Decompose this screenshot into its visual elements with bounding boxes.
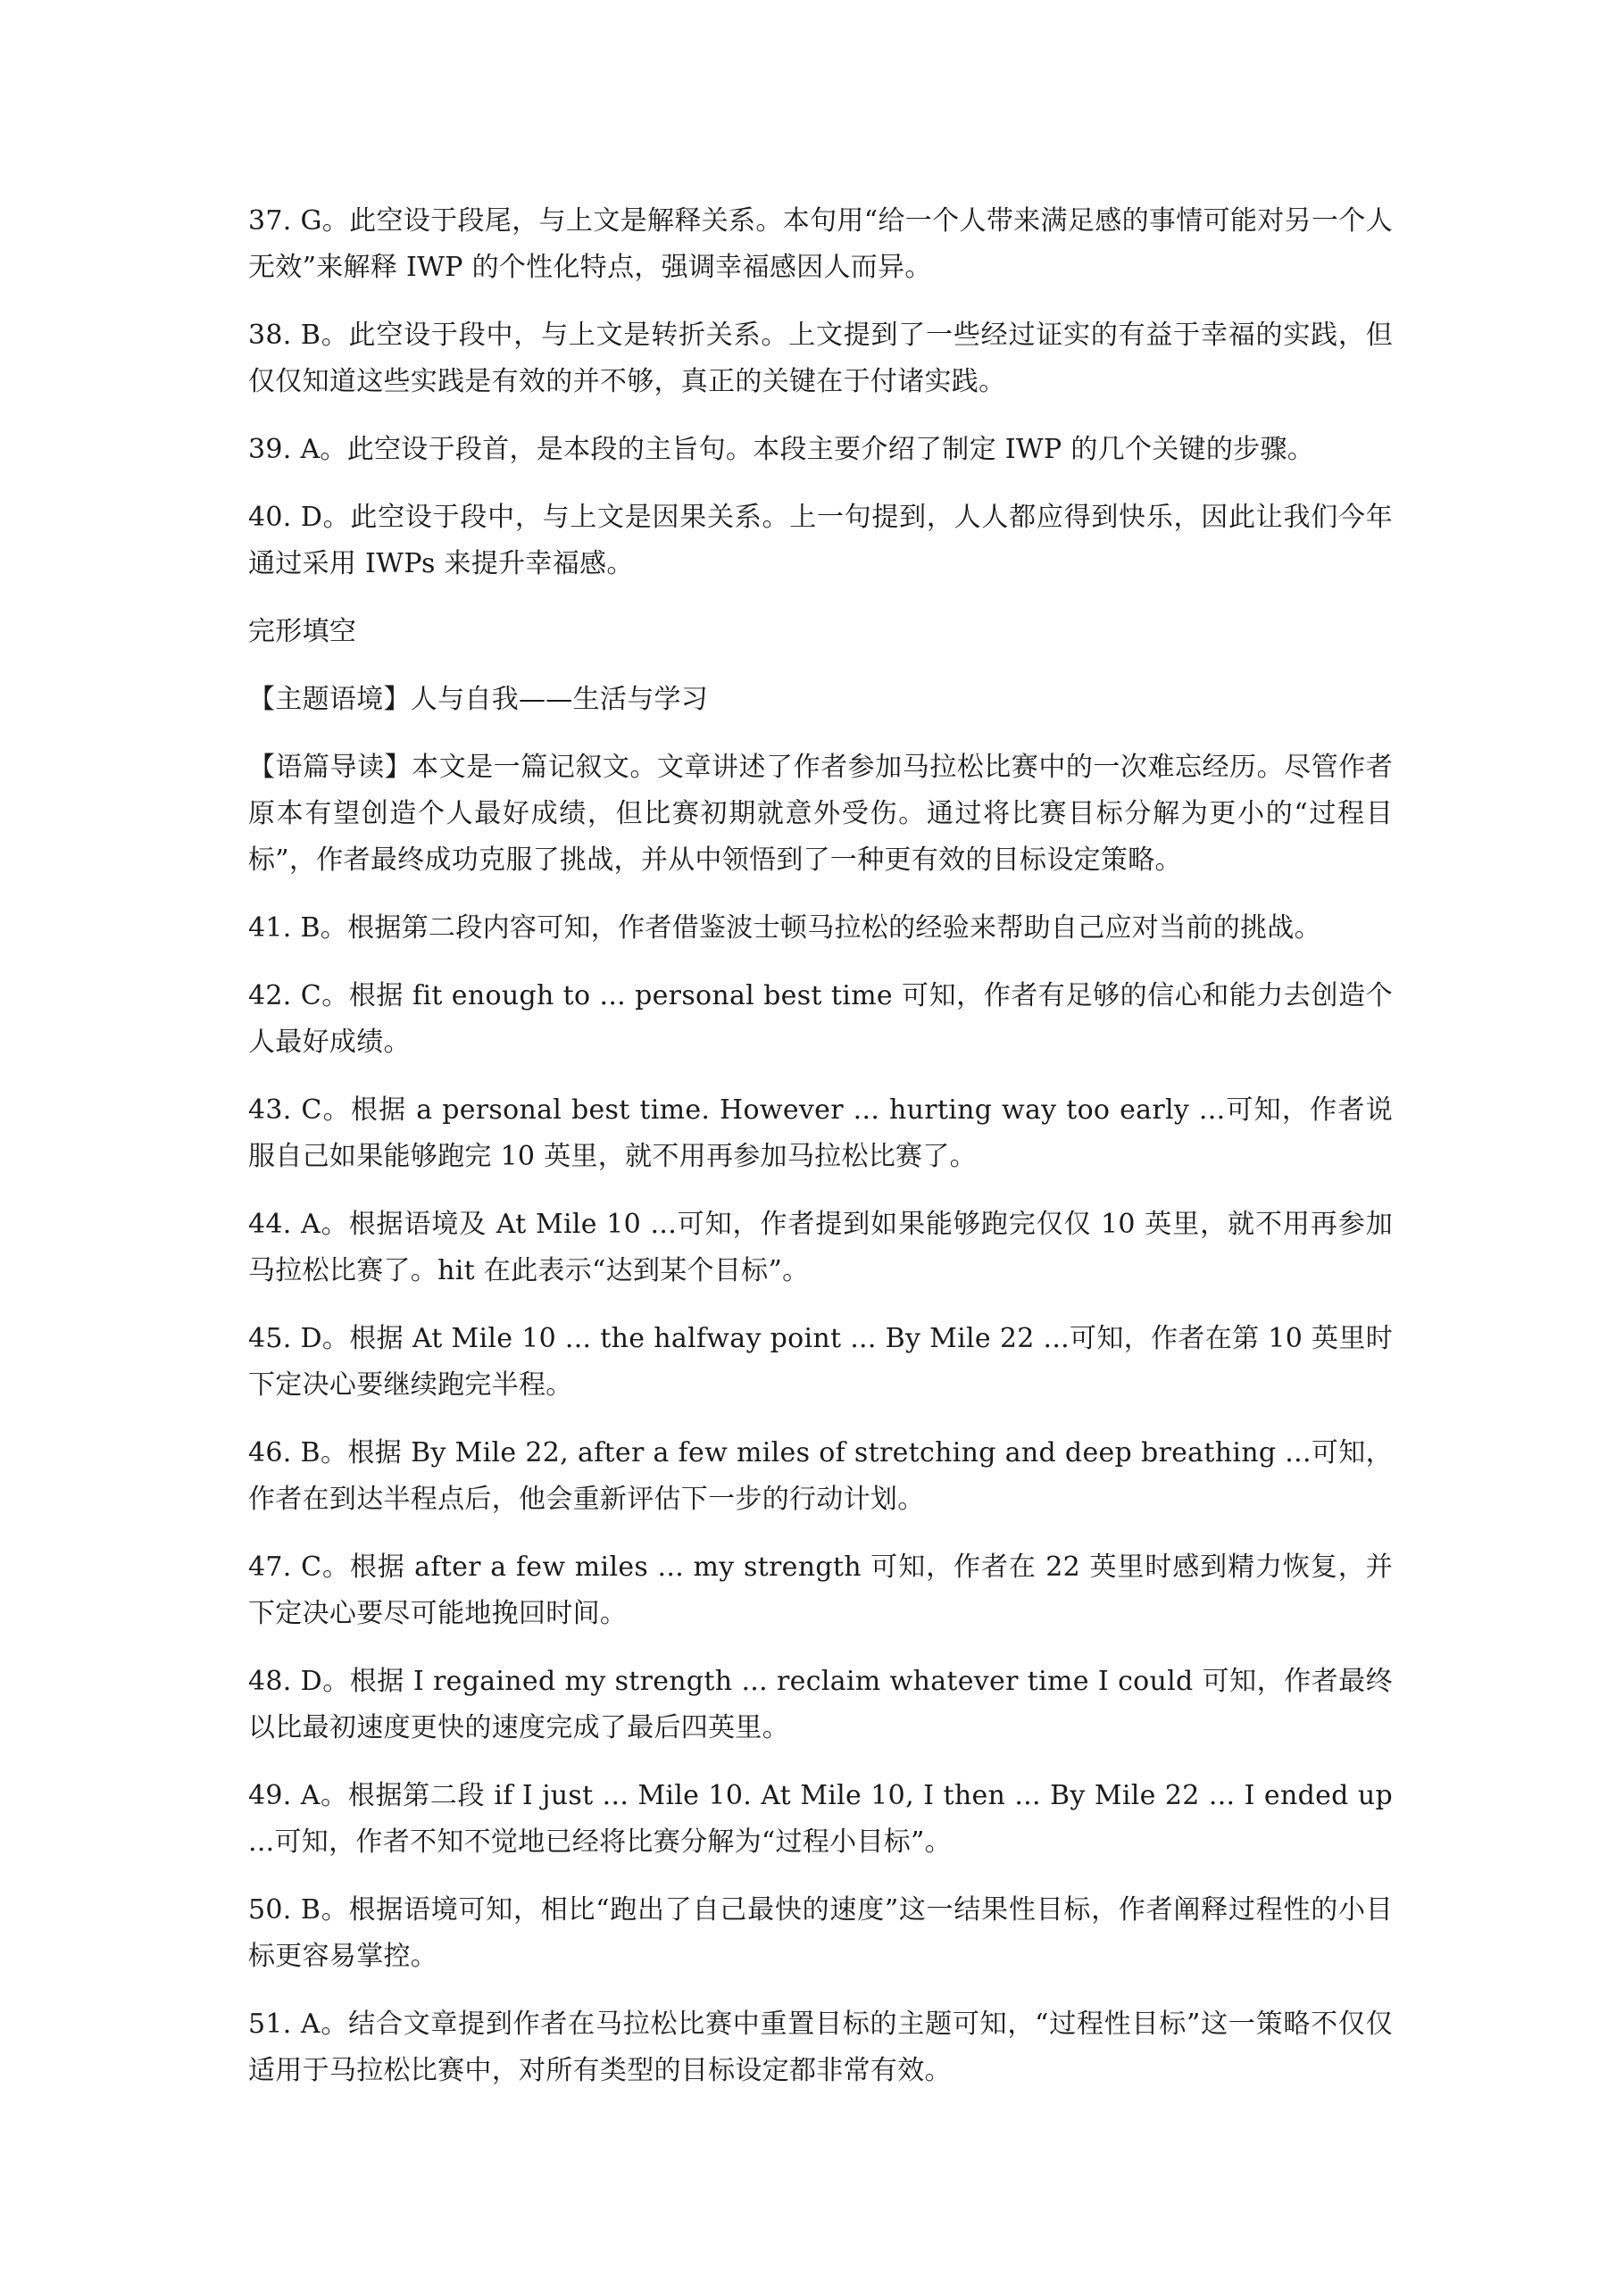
answer-38: 38. B。此空设于段中，与上文是转折关系。上文提到了一些经过证实的有益于幸福的实践，但仅仅知道这些实践是有效的并不够，真正的关键在于付诸实践。 <box>248 320 1393 397</box>
answer-43: 43. C。根据 a personal best time. However ... hurting way too early ...可知，作者说服自己如果能够跑完 10 英里，就不用再参加马拉松比赛了。 <box>248 1094 1393 1172</box>
passage-guide: 【语篇导读】本文是一篇记叙文。文章讲述了作者参加马拉松比赛中的一次难忘经历。尽管作者原本有望创造个人最好成绩，但比赛初期就意外受伤。通过将比赛目标分解为更小的“过程目标”，作者最终成功克服了挑战，并从中领悟到了一种更有效的目标设定策略。 <box>248 752 1393 876</box>
answer-40: 40. D。此空设于段中，与上文是因果关系。上一句提到，人人都应得到快乐，因此让我们今年通过采用 IWPs 来提升幸福感。 <box>248 502 1393 579</box>
answer-49: 49. A。根据第二段 if I just ... Mile 10. At Mile 10, I then ... By Mile 22 ... I ended up ...可知，作者不知不觉地已经将比赛分解为“过程小目标”。 <box>248 1780 1393 1858</box>
theme-context: 【主题语境】人与自我——生活与学习 <box>248 684 709 715</box>
answer-46: 46. B。根据 By Mile 22, after a few miles of stretching and deep breathing ...可知，作者在到达半程点后，他会重新评估下一步的行动计划。 <box>248 1437 1393 1515</box>
answer-41: 41. B。根据第二段内容可知，作者借鉴波士顿马拉松的经验来帮助自己应对当前的挑战。 <box>248 912 1321 944</box>
answer-45: 45. D。根据 At Mile 10 ... the halfway point ... By Mile 22 ...可知，作者在第 10 英里时下定决心要继续跑完半程。 <box>248 1323 1393 1401</box>
answer-37: 37. G。此空设于段尾，与上文是解释关系。本句用“给一个人带来满足感的事情可能对另一个人无效”来解释 IWP 的个性化特点，强调幸福感因人而异。 <box>248 205 1393 283</box>
answer-48: 48. D。根据 I regained my strength ... reclaim whatever time I could 可知，作者最终以比最初速度更快的速度完成了最后四英里。 <box>248 1666 1393 1743</box>
answer-44: 44. A。根据语境及 At Mile 10 ...可知，作者提到如果能够跑完仅仅 10 英里，就不用再参加马拉松比赛了。hit 在此表示“达到某个目标”。 <box>248 1209 1393 1286</box>
answer-39: 39. A。此空设于段首，是本段的主旨句。本段主要介绍了制定 IWP 的几个关键的步骤。 <box>248 434 1315 465</box>
answer-51: 51. A。结合文章提到作者在马拉松比赛中重置目标的主题可知，“过程性目标”这一策略不仅仅适用于马拉松比赛中，对所有类型的目标设定都非常有效。 <box>248 2009 1393 2086</box>
answer-50: 50. B。根据语境可知，相比“跑出了自己最快的速度”这一结果性目标，作者阐释过程性的小目标更容易掌控。 <box>248 1894 1393 1972</box>
section-heading-cloze: 完形填空 <box>248 616 357 647</box>
answer-42: 42. C。根据 fit enough to ... personal best time 可知，作者有足够的信心和能力去创造个人最好成绩。 <box>248 980 1393 1058</box>
answer-47: 47. C。根据 after a few miles ... my strength 可知，作者在 22 英里时感到精力恢复，并下定决心要尽可能地挽回时间。 <box>248 1551 1393 1629</box>
document-page <box>248 198 1393 2116</box>
